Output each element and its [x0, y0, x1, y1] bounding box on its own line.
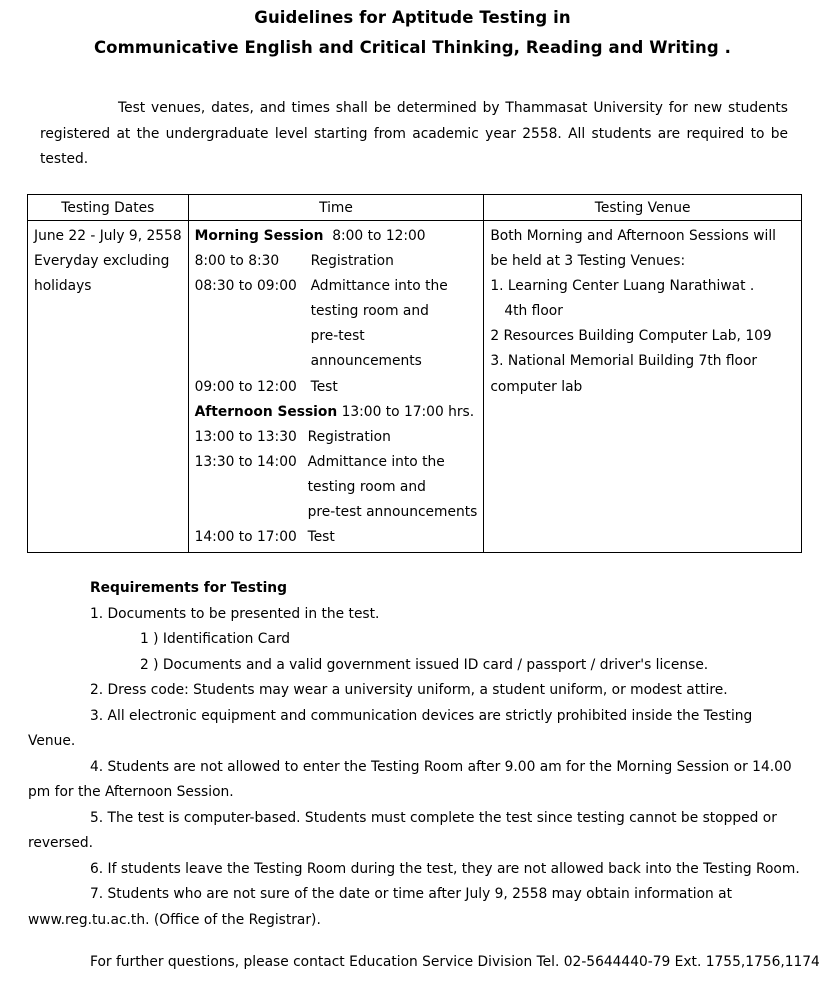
entry-desc: [311, 274, 448, 374]
requirement-item: 7. Students who are not sure of the date or time after July 9, 2558 may obtain information at: [90, 886, 733, 902]
venue-line: 1. Learning Center Luang Narathiwat .: [490, 278, 755, 295]
schedule-entry: [195, 525, 478, 550]
requirement-subitem: 1 ) Identification Card: [140, 631, 291, 647]
afternoon-session-range: 13:00 to 17:00 hrs.: [341, 403, 475, 420]
schedule-entry: [195, 450, 478, 525]
entry-time: 14:00 to 17:00: [194, 529, 297, 546]
time-cell: [188, 221, 484, 553]
schedule-entry: [195, 274, 478, 374]
requirement-item-continuation: www.reg.tu.ac.th. (Office of the Registrar).: [28, 911, 321, 928]
requirement-item-continuation: pm for the Afternoon Session.: [28, 784, 234, 800]
venue-cell: [484, 221, 802, 553]
entry-time: 13:30 to 14:00: [194, 453, 297, 470]
afternoon-session-line: [195, 400, 478, 425]
contact-footer: For further questions, please contact Education Service Division Tel. 02-5644440-79 Ext. 1755,1756,1174: [90, 954, 820, 970]
entry-desc: [308, 425, 391, 450]
requirement-item: 5. The test is computer-based. Students must complete the test since testing cannot be stopped or: [90, 809, 777, 826]
entry-desc-line: Registration: [310, 253, 394, 270]
venue-line: computer lab: [490, 378, 583, 395]
requirement-item: 3. All electronic equipment and communication devices are strictly prohibited inside the Testing: [90, 707, 753, 724]
entry-desc-line: Registration: [307, 428, 391, 445]
entry-desc: [311, 375, 338, 400]
entry-desc-line: Admittance into the: [307, 453, 445, 470]
entry-desc-line: testing room and: [307, 478, 426, 495]
entry-time: 09:00 to 12:00: [194, 378, 297, 395]
requirement-item-continuation: Venue.: [28, 733, 76, 749]
entry-desc-line: Test: [310, 378, 338, 395]
requirement-item: 6. If students leave the Testing Room during the test, they are not allowed back into the Testing Room.: [90, 860, 800, 877]
intro-text: Test venues, dates, and times shall be determined by Thammasat University for new students registered at the undergraduate level starting from academic year 2558. All students are required to be tested.: [40, 100, 788, 167]
requirement-item: 1. Documents to be presented in the test.: [90, 605, 380, 622]
morning-session-range: 8:00 to 12:00: [332, 228, 426, 244]
afternoon-session-label: Afternoon Session: [194, 403, 338, 420]
requirement-item-continuation: reversed.: [28, 835, 94, 851]
entry-desc-line: pre-test: [310, 328, 365, 345]
table-row: [28, 221, 802, 553]
header-testing-venue: Testing Venue: [484, 195, 802, 221]
entry-desc-line: announcements: [310, 353, 422, 370]
header-time: Time: [188, 195, 484, 221]
entry-time: 13:00 to 13:30: [194, 428, 297, 445]
requirements-heading: Requirements for Testing: [90, 580, 287, 596]
entry-desc-line: Test: [307, 529, 335, 546]
morning-session-label: Morning Session: [194, 228, 324, 244]
schedule-table: [27, 194, 802, 553]
venue-line: 3. National Memorial Building 7th floor: [490, 353, 758, 370]
document-title-line-2: Communicative English and Critical Thinking, Reading and Writing .: [93, 38, 732, 57]
document-title-line-1: Guidelines for Aptitude Testing in: [254, 8, 571, 27]
entry-desc-line: pre-test announcements: [307, 504, 478, 521]
schedule-entry: [195, 249, 478, 274]
schedule-entry: [195, 425, 478, 450]
dates-cell: [28, 221, 189, 553]
table-header-row: [28, 195, 802, 221]
date-line: June 22 - July 9, 2558: [34, 228, 182, 244]
morning-session-line: [195, 224, 478, 249]
schedule-entry: [195, 375, 478, 400]
entry-desc: [308, 525, 335, 550]
entry-desc: [308, 450, 478, 525]
requirement-subitem: 2 ) Documents and a valid government issued ID card / passport / driver's license.: [140, 656, 709, 673]
venue-line: 4th floor: [504, 303, 563, 320]
venue-line: Both Morning and Afternoon Sessions will: [490, 228, 776, 244]
venue-line: be held at 3 Testing Venues:: [490, 253, 686, 270]
header-testing-dates: Testing Dates: [28, 195, 189, 221]
date-line: Everyday excluding: [34, 253, 170, 270]
requirement-item: 4. Students are not allowed to enter the Testing Room after 9.00 am for the Morning Session or 14.00: [90, 758, 792, 775]
intro-paragraph: [40, 96, 788, 173]
requirement-item: 2. Dress code: Students may wear a university uniform, a student uniform, or modest attire.: [90, 682, 728, 698]
venue-line: 2 Resources Building Computer Lab, 109: [490, 328, 772, 345]
entry-desc-line: Admittance into the: [310, 278, 448, 295]
entry-time: 8:00 to 8:30: [194, 253, 280, 270]
requirements-section: [28, 576, 800, 933]
entry-desc: [311, 249, 394, 274]
entry-time: 08:30 to 09:00: [194, 278, 297, 295]
date-line: holidays: [34, 278, 92, 295]
entry-desc-line: testing room and: [310, 303, 429, 320]
